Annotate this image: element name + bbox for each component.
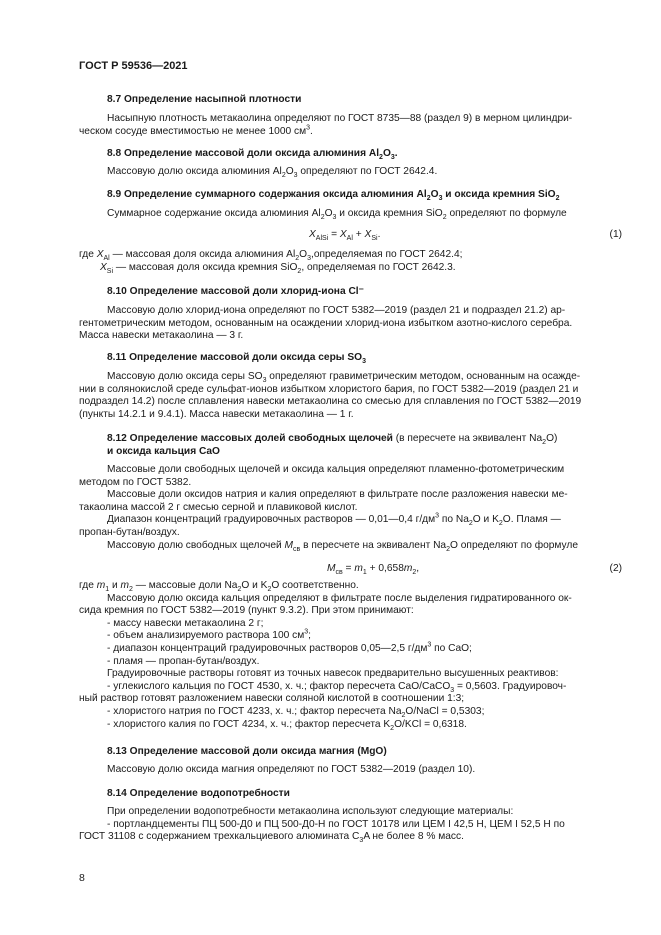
section-8-10-title: 8.10 Определение массовой доли хлорид-иона Cl⁻ (107, 286, 365, 297)
section-8-10-text: Массовую долю хлорид-иона определяют по ГОСТ 5382—2019 (раздел 21 и подраздел 21.2) ар- гентометрическим методом, основанным на осаждении хлорид-иона избытком азотно-кислого серебра. Масса навески метакаолина — 3 г. (79, 305, 573, 342)
section-8-13-text: Массовую долю оксида магния определяют по ГОСТ 5382—2019 (раздел 10). (107, 764, 476, 775)
section-8-12-text-cont: где $m_1$ и $m_2$ — массовые доли $Na_2O$ и $K_2O$ соответственно. Массовую долю оксида кальция определяют в фильтрате после выделения гидратированного ок- сида кремния по ГОСТ 5382—2019 (пункт 9.3.2). При этом принимают: - массу навески метакаолина 2 г; - объем анализируемого раствора 100 $см^3$; - диапазон концентраций градуировочных растворов 0,05—2,5 $г/дм^3$ по CaO; - пламя — пропан-бутан/воздух. Градуировочные растворы готовят из точных навесок предварительно высушенных реактивов: - углекислого кальция по ГОСТ 4530, х. ч.; фактор пересчета CaO/CaCO$_3$ = 0,5603. Градуировоч- ный раствор готовят разложением навески соляной кислотой в соотношении 1:3; - хлористого натрия по ГОСТ 4233, х. ч.; фактор пересчета $Na_2O$/NaCl = 0,5303; - хлористого калия по ГОСТ 4234, х. ч.; фактор пересчета $K_2O$/KCl = 0,6318. (79, 580, 572, 732)
section-8-7-title: 8.7 Определение насыпной плотности (107, 94, 302, 105)
section-8-12-title-line2: и оксида кальция CaO (107, 446, 220, 457)
formula-2-expression: $M_{св} = m_1 + 0,658m_2$, (327, 563, 420, 577)
formula-1-number: (1) (609, 229, 622, 240)
section-8-9-title: 8.9 Определение суммарного содержания оксида алюминия $Al_2O_3$ и оксида кремния SiO$_2$ (107, 189, 560, 203)
section-8-8-text: Массовую долю оксида алюминия $Al_2O_3$ определяют по ГОСТ 2642.4. (107, 166, 438, 180)
section-8-13-title: 8.13 Определение массовой доли оксида магния (MgO) (107, 746, 387, 757)
formula-2-number: (2) (609, 563, 622, 574)
section-8-12-text: Массовые доли свободных щелочей и оксида кальция определяют пламенно-фотометрическим методом по ГОСТ 5382. Массовые доли оксидов натрия и калия определяют в фильтрате после разложения навески ме- такаолина массой 2 г смесью серной и плавиковой кислот. Диапазон концентраций градуировочных растворов — 0,01—0,4 $г/дм^3$ по $Na_2O$ и $K_2O$. Пламя — пропан-бутан/воздух. Массовую долю свободных щелочей $M_{св}$ в пересчете на эквивалент $Na_2O$ определяют по формуле (79, 464, 579, 553)
section-8-7-text: Насыпную плотность метакаолина определяют по ГОСТ 8735—88 (раздел 9) в мерном цилиндри- ческом сосуде вместимостью не менее 1000 $см^3$. (79, 113, 573, 137)
document-header: ГОСТ Р 59536—2021 (79, 60, 188, 72)
section-8-9-text: Суммарное содержание оксида алюминия $Al_2O_3$ и оксида кремния SiO$_2$ определяют по формуле (107, 208, 567, 222)
section-8-14-text: При определении водопотребности метакаолина используют следующие материалы: - портландцементы ПЦ 500-Д0 и ПЦ 500-Д0-Н по ГОСТ 10178 или ЦЕМ I 42,5 Н, ЦЕМ I 52,5 Н по ГОСТ 31108 с содержанием трехкальциевого алюмината $C_3A$ не более 8 % масс. (79, 806, 565, 845)
formula-1-expression: $X_{AlSi} = X_{Al} + X_{Si}$. (309, 229, 381, 243)
section-8-8-title: 8.8 Определение массовой доли оксида алюминия $Al_2O_3$. (107, 148, 398, 162)
section-8-12-title: 8.12 Определение массовых долей свободных щелочей (в пересчете на эквивалент $Na_2O$) (107, 433, 558, 447)
section-8-14-title: 8.14 Определение водопотребности (107, 788, 290, 799)
section-8-11-text: Массовую долю оксида серы $SO_3$ определяют гравиметрическим методом, основанным на осажде- нии в солянокислой среде сульфат-ионов избытком хлористого бария, по ГОСТ 5382—2019 (раздел 21 и подраздел 14.2) после сплавления навески метакаолина со смесью для сплавления по ГОСТ 5382—2019 (пункты 14.2.1 и 9.4.1). Масса навески метакаолина — 1 г. (79, 371, 582, 420)
section-8-9-legend: где $X_{Al}$ — массовая доля оксида алюминия $Al_2O_3,определяемая$ по ГОСТ 2642.4; $X_{Si}$ — массовая доля оксида кремния SiO$_2$, определяемая по ГОСТ 2642.3. (79, 249, 463, 275)
section-8-11-title: 8.11 Определение массовой доли оксида серы $SO_3$ (107, 352, 366, 366)
page-number: 8 (79, 872, 85, 884)
